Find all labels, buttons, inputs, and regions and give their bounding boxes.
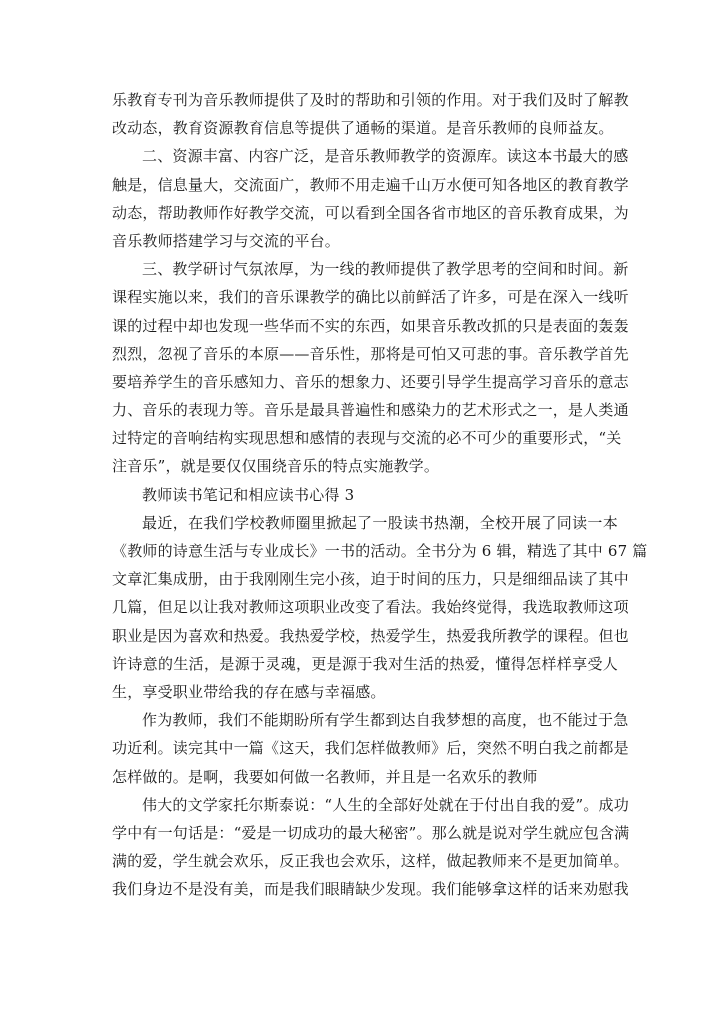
text-line: 怎样做的。是啊，我要如何做一名教师，并且是一名欢乐的教师: [112, 767, 538, 786]
text-line: 乐教育专刊为音乐教师提供了及时的帮助和引领的作用。对于我们及时了解教: [112, 91, 629, 109]
text-line: 课程实施以来，我们的音乐课教学的确比以前鲜活了许多，可是在深入一线听: [112, 288, 629, 307]
text-line: 动态，帮助教师作好教学交流，可以看到全国各省市地区的音乐教育成果，为: [112, 203, 629, 222]
text-line: 满的爱，学生就会欢乐，反正我也会欢乐，这样，做起教师来不是更加简单。: [112, 852, 629, 871]
text-line: 改动态，教育资源教育信息等提供了通畅的渠道。是音乐教师的良师益友。: [112, 119, 614, 138]
text-line: 许诗意的生活，是源于灵魂，更是源于我对生活的热爱，懂得怎样样享受人: [112, 654, 618, 673]
text-line: 力、音乐的表现力等。音乐是最具普遍性和感染力的艺术形式之一，是人类通: [112, 401, 629, 420]
text-line: 职业是因为喜欢和热爱。我热爱学校，热爱学生，热爱我所教学的课程。但也: [112, 626, 629, 645]
text-line: 注音乐”，就是要仅仅围绕音乐的特点实施教学。: [112, 457, 440, 476]
text-line: 几篇，但足以让我对教师这项职业改变了看法。我始终觉得，我选取教师这项: [112, 598, 629, 617]
text-line: 三、教学研讨气氛浓厚，为一线的教师提供了教学思考的空间和时间。新: [142, 260, 629, 279]
text-line: 课的过程中却也发现一些华而不实的东西，如果音乐教改抓的只是表面的轰轰: [112, 316, 629, 335]
text-line: 要培养学生的音乐感知力、音乐的想象力、还要引导学生提高学习音乐的意志: [112, 372, 629, 391]
text-line: 功近利。读完其中一篇《这天，我们怎样做教师》后，突然不明白我之前都是: [112, 739, 629, 758]
text-line: 最近，在我们学校教师圈里掀起了一股读书热潮，全校开展了同读一本: [142, 513, 618, 532]
text-line: 文章汇集成册，由于我刚刚生完小孩，迫于时间的压力，只是细细品读了其中: [112, 570, 629, 589]
text-line: 触是，信息量大，交流面广，教师不用走遍千山万水便可知各地区的教育教学: [112, 175, 629, 194]
body-text: [112, 86, 648, 903]
text-line: 生，享受职业带给我的存在感与幸福感。: [112, 682, 386, 701]
text-line: 烈烈，忽视了音乐的本原——音乐性，那将是可怕又可悲的事。音乐教学首先: [112, 344, 629, 363]
text-line: 学中有一句话是：“爱是一切成功的最大秘密”。那么就是说对学生就应包含满: [112, 823, 630, 842]
text-line: 我们身边不是没有美，而是我们眼睛缺少发现。我们能够拿这样的话来劝慰我: [112, 880, 629, 899]
text-line: 音乐教师搭建学习与交流的平台。: [112, 231, 341, 250]
text-line: 过特定的音响结构实现思想和感情的表现与交流的必不可少的重要形式，“关: [112, 429, 622, 448]
text-line: 作为教师，我们不能期盼所有学生都到达自我梦想的高度，也不能过于急: [142, 711, 629, 730]
text-line: 伟大的文学家托尔斯泰说：“人生的全部好处就在于付出自我的爱”。成功: [142, 795, 629, 814]
text-line: 二、资源丰富、内容广泛，是音乐教师教学的资源库。读这本书最大的感: [142, 147, 629, 166]
text-line: 《教师的诗意生活与专业成长》一书的活动。全书分为 6 辑，精选了其中 67 篇: [112, 542, 648, 560]
section-heading: 教师读书笔记和相应读书心得 3: [142, 485, 355, 504]
